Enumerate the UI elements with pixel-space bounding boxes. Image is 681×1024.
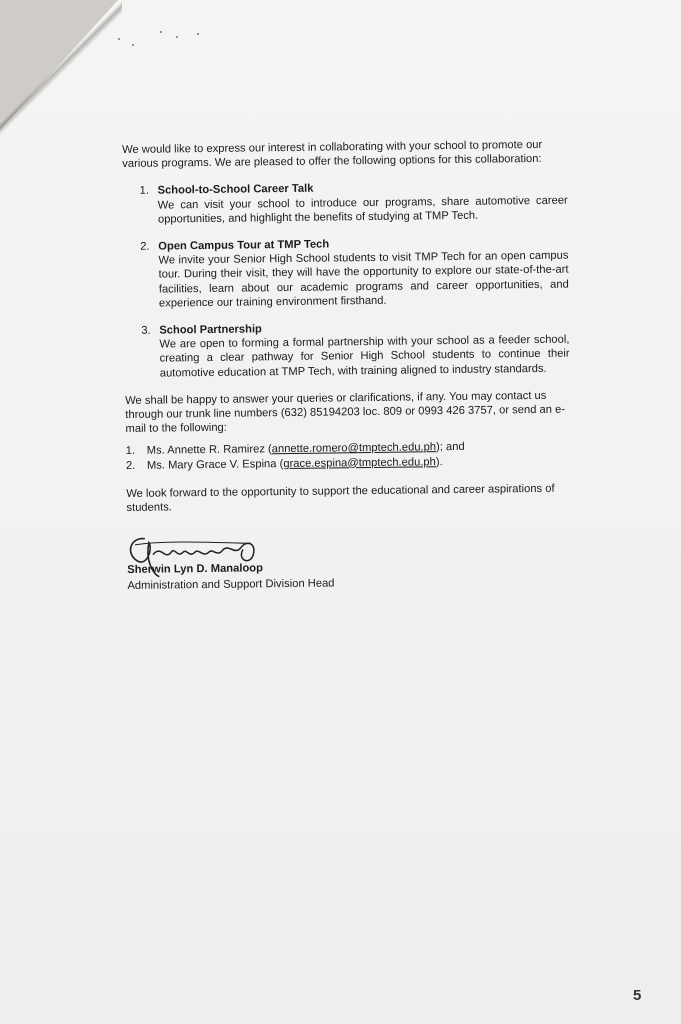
folded-corner-shadow	[0, 0, 122, 134]
option-description: We invite your Senior High School students to visit TMP Tech for an open campus tour. During their visit, they will have the opportunity to explore our state-of-the-art facilities, learn about our academic programs and career opportunities, and experience our training environment firsthand.	[158, 249, 569, 310]
contact-number: 1.	[125, 445, 136, 458]
intro-paragraph: We would like to express our interest in collaborating with your school to promote our various programs. We are pleased to offer the following options for this collaboration:	[122, 138, 543, 171]
option-item	[124, 319, 570, 381]
option-title: School-to-School Career Talk	[157, 183, 314, 197]
signer-name: Sherwin Lyn D. Manaloop	[127, 562, 264, 577]
contact-name: Ms. Annette R. Ramirez (	[146, 443, 272, 458]
options-list	[123, 179, 570, 381]
letter-body	[122, 138, 573, 604]
page-number: 5	[633, 987, 642, 1004]
option-title: Open Campus Tour at TMP Tech	[158, 238, 330, 253]
scan-speck	[176, 36, 178, 38]
option-item	[123, 235, 569, 311]
option-description: We are open to forming a formal partnership with your school as a feeder school, creating a clear pathway for Senior High School students to continue their automotive education at TMP Tech, with training aligned to industry standards.	[159, 333, 570, 380]
closing-paragraph: We look forward to the opportunity to support the educational and career aspirations of students.	[126, 482, 555, 515]
scan-speck	[160, 31, 162, 33]
contact-email-link[interactable]: annette.romero@tmptech.edu.ph	[271, 441, 437, 456]
option-description: We can visit your school to introduce our programs, share automotive career opportunities, and highlight the benefits of studying at TMP Tech.	[157, 194, 568, 226]
scan-speck	[118, 38, 120, 40]
option-item	[123, 179, 568, 227]
contact-email-link[interactable]: grace.espina@tmptech.edu.ph	[283, 455, 436, 470]
contact-suffix: ); and	[436, 441, 465, 454]
scan-speck	[132, 44, 134, 46]
queries-paragraph: We shall be happy to answer your queries or clarifications, if any. You may contact us through our trunk line numbers (632) 85194203 loc. 809 or 0993 426 3757, or send an e-mail to the following:	[125, 389, 566, 436]
option-number: 2.	[140, 240, 150, 253]
option-number: 3.	[141, 324, 151, 337]
contact-list	[126, 439, 571, 473]
signer-title: Administration and Support Division Head	[127, 577, 335, 593]
option-number: 1.	[139, 185, 150, 198]
scan-speck	[197, 33, 199, 35]
option-title: School Partnership	[159, 323, 262, 337]
signature-block	[127, 538, 573, 603]
contact-name: Ms. Mary Grace V. Espina (	[146, 457, 284, 472]
contact-suffix: ).	[435, 455, 443, 468]
contact-number: 2.	[125, 459, 136, 472]
